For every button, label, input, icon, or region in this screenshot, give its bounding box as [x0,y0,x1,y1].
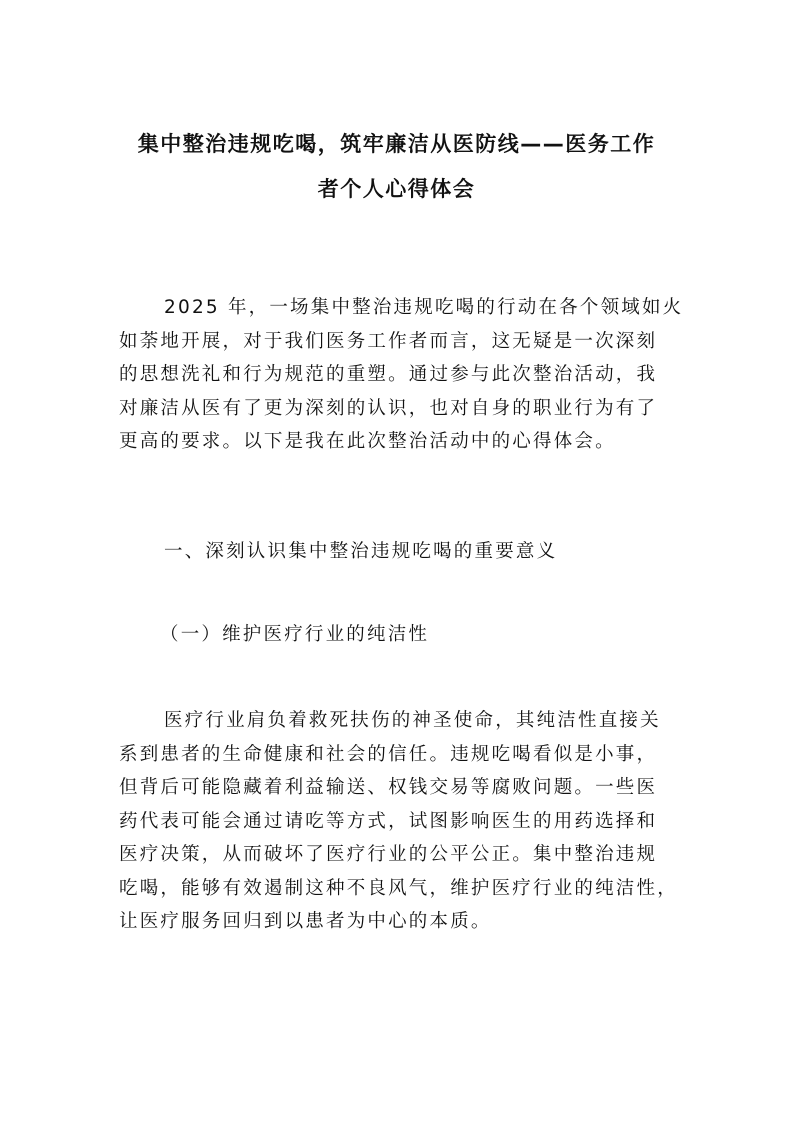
intro-line: 如荼地开展，对于我们医务工作者而言，这无疑是一次深刻 [119,330,658,352]
document-title [110,122,683,212]
body-line: 药代表可能会通过请吃等方式，试图影响医生的用药选择和 [119,810,658,832]
intro-line: 2025 年，一场集中整治违规吃喝的行动在各个领域如火 [164,297,684,318]
intro-line: 更高的要求。以下是我在此次整治活动中的心得体会。 [119,431,616,452]
subsection-heading-1: （一）维护医疗行业的纯洁性 [160,624,430,645]
body-line: 医疗决策，从而破坏了医疗行业的公平公正。集中整治违规 [119,844,658,865]
title-line-1: 集中整治违规吃喝，筑牢廉洁从医防线——医务工作 [137,132,656,156]
subsection-1-paragraph [119,704,679,939]
body-line: 让医疗服务回归到以患者为中心的本质。 [119,911,492,932]
body-line: 吃喝，能够有效遏制这种不良风气，维护医疗行业的纯洁性， [119,877,678,899]
body-line: 医疗行业肩负着救死扶伤的神圣使命，其纯洁性直接关 [164,710,661,731]
section-heading-1: 一、深刻认识集中整治违规吃喝的重要意义 [164,541,558,562]
body-line: 但背后可能隐藏着利益输送、权钱交易等腐败问题。一些医 [119,777,658,798]
body-line: 系到患者的生命健康和社会的信任。违规吃喝看似是小事， [119,743,658,765]
title-line-2: 者个人心得体会 [317,177,476,201]
intro-line: 对廉洁从医有了更为深刻的认识，也对自身的职业行为有了 [119,397,658,419]
intro-paragraph [119,291,684,459]
intro-line: 的思想洗礼和行为规范的重塑。通过参与此次整治活动，我 [119,364,658,385]
